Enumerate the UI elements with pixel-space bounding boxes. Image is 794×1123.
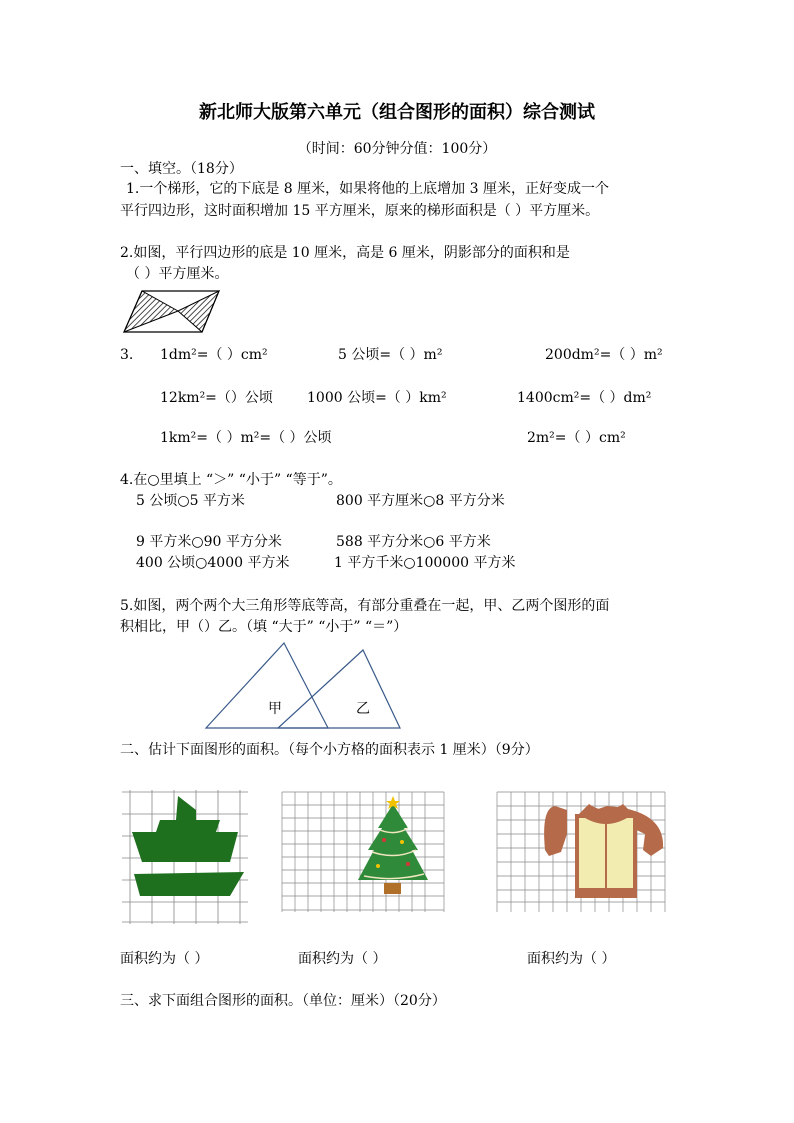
q3-r2-a: 12km²=（）公顷: [160, 390, 273, 406]
q2-line2: （ ）平方厘米。: [126, 266, 229, 282]
q3-r2-c: 1400cm²=（ ）dm²: [517, 390, 652, 406]
answer-1: 面积约为（ ）: [120, 951, 209, 967]
tree-body: [358, 804, 428, 880]
q4-item-6: 1 平方千米○100000 平方米: [334, 555, 516, 571]
grid-tree-figure: [280, 790, 447, 914]
label-yi: 乙: [356, 701, 370, 717]
q1-line2: 平行四边形，这时面积增加 15 平方厘米，原来的梯形面积是（ ）平方厘米。: [120, 203, 600, 219]
section1-heading: 一、填空。（18分）: [120, 161, 243, 177]
page-title: 新北师大版第六单元（组合图形的面积）综合测试: [199, 102, 595, 123]
section2-heading: 二、估计下面图形的面积。（每个小方格的面积表示 1 厘米）（9分）: [120, 742, 539, 758]
q4-item-1: 5 公顷○5 平方米: [136, 493, 245, 509]
shaded-triangle-right: [178, 291, 219, 332]
section3-heading: 三、求下面组合图形的面积。（单位：厘米）（20分）: [120, 993, 446, 1009]
page-subtitle: （时间：60分钟分值：100分）: [297, 141, 497, 157]
label-jia: 甲: [268, 701, 282, 717]
parallelogram-figure: [120, 289, 224, 335]
answer-2: 面积约为（ ）: [298, 951, 387, 967]
q3-r3-b: 2m²=（ ）cm²: [527, 430, 626, 446]
triangle-jia: [206, 643, 328, 728]
q3-number: 3.: [120, 347, 134, 363]
q2-line1: 2.如图，平行四边形的底是 10 厘米，高是 6 厘米，阴影部分的面积和是: [120, 245, 570, 261]
q4-item-4: 588 平方分米○6 平方米: [336, 534, 491, 550]
q3-r2-b: 1000 公顷=（ ）km²: [307, 390, 447, 406]
q4-item-2: 800 平方厘米○8 平方分米: [336, 493, 505, 509]
q3-r1-a: 1dm²=（ ）cm²: [160, 347, 268, 363]
shaded-triangle-left: [124, 291, 178, 332]
grid-jacket-figure: [495, 790, 667, 914]
triangles-figure: [200, 640, 406, 732]
answer-3: 面积约为（ ）: [527, 951, 616, 967]
q3-r1-c: 200dm²=（ ）m²: [545, 347, 663, 363]
boat-hull: [134, 872, 244, 896]
grid-boat-figure: [120, 786, 250, 926]
q3-r1-b: 5 公顷=（ ）m²: [338, 347, 443, 363]
boat-sail: [132, 796, 238, 862]
q3-r3-a: 1km²=（ ）m²=（ ）公顷: [160, 430, 332, 446]
q4-heading: 4.在○里填上 “＞” “小于” “等于”。: [120, 472, 342, 488]
q4-item-5: 400 公顷○4000 平方米: [136, 555, 290, 571]
tree-trunk: [384, 883, 401, 894]
triangle-yi: [278, 650, 400, 728]
q4-item-3: 9 平方米○90 平方分米: [136, 534, 282, 550]
q5-line1: 5.如图，两个两个大三角形等底等高，有部分重叠在一起，甲、乙两个图形的面: [120, 598, 610, 614]
q5-line2: 积相比，甲（）乙。（填 “大于” “小于” “＝”）: [120, 619, 408, 635]
q1-line1: 1.一个梯形，它的下底是 8 厘米，如果将他的上底增加 3 厘米，正好变成一个: [126, 181, 609, 197]
jacket-left-sleeve: [544, 806, 567, 856]
